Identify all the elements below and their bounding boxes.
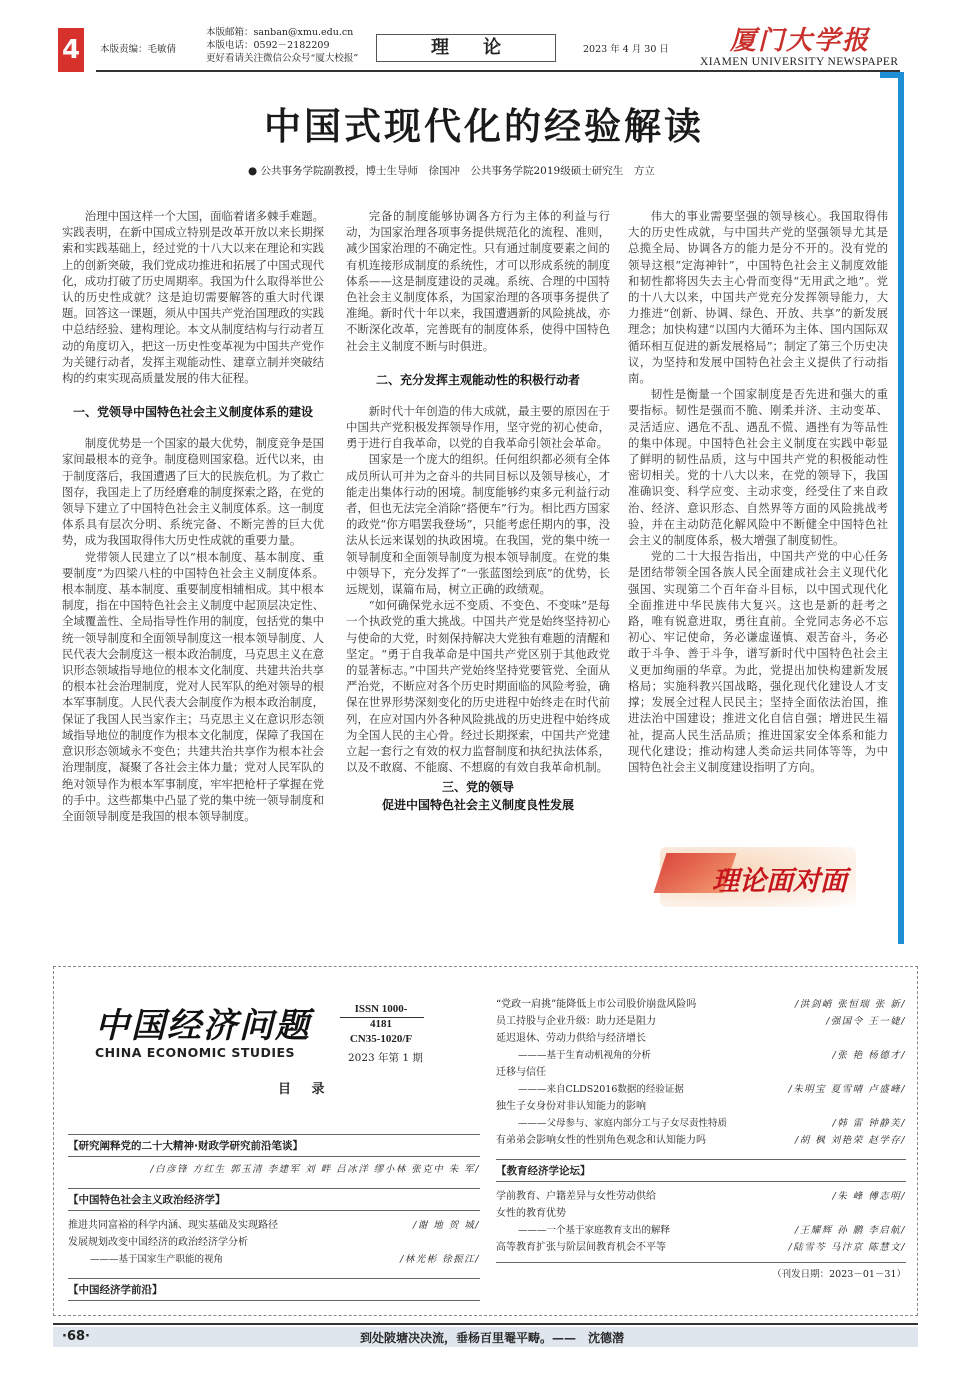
toc-entry[interactable] [496,1098,906,1115]
toc-entry[interactable] [496,1205,906,1222]
toc-entry-authors: /洪剑峭 张恒瑞 张 新/ [795,999,906,1010]
toc-entry-title: 推进共同富裕的科学内涵、现实基础及实现路径 [68,1220,278,1231]
page-number-badge: 4 [58,28,84,72]
article-column-2 [346,208,610,814]
toc-entry[interactable] [68,1251,480,1268]
toc-entry-title: ———父母参与、家庭内部分工与子女尽责性特质 [518,1118,728,1129]
paragraph: 国家是一个庞大的组织。任何组织都必须有全体成员所认可并为之奋斗的共同目标以及领导核心，才能走出集体行动的困境。制度能够约束多元利益行动者，但也无法完全消除“搭便车”行为。相比西方国家的政党“你方唱罢我登场”，只能考虑任期内的事，没法从长远来谋划的执政困境。在我国，党的集中统一领导制度和全面领导制度为根本领导制度。在党的集中领导下，充分发挥了“一张蓝图绘到底”的优势，长远规划，谋篇布局，树立正确的政绩观。 [346,452,610,597]
paragraph: “如何确保党永远不变质、不变色、不变味”是每一个执政党的重大挑战。中国共产党是始终坚持初心与使命的大党，时刻保持解决大党独有难题的清醒和坚定。“勇于自我革命是中国共产党区别于其他政党的显著标志。”中国共产党始终坚持党要管党、全面从严治党，不断应对各个历史时期面临的风险考验，确保在世界形势深刻变化的历史进程中始终走在时代前列，在应对国内外各种风险挑战的历史进程中始终成为全国人民的主心骨。经过长期探索，中国共产党建立起一套行之有效的权力监督制度和执纪执法体系，以及不敢腐、不能腐、不想腐的有效自我革命机制。 [346,598,610,775]
toc-entry-authors: /陆雪芩 马汴京 陈慧文/ [788,1242,906,1253]
toc-entry-title: 有弟弟会影响女性的性别角色观念和认知能力吗 [496,1135,706,1146]
section-heading-3-line1: 三、党的领导 [441,779,514,794]
toc-entry[interactable] [496,1064,906,1081]
paragraph: 新时代十年创造的伟大成就，最主要的原因在于中国共产党积极发挥领导作用，坚守党的初心使命，勇于进行自我革命，以党的自我革命引领社会革命。 [346,403,610,451]
toc-entry-authors: /朱明宝 夏雪晴 卢盛峰/ [788,1084,906,1095]
toc-entry-title: “党政一肩挑”能降低上市公司股价崩盘风险吗 [496,999,697,1010]
footer-page-label: ·68· [62,1329,90,1344]
toc-left [68,1134,480,1307]
toc-label: 目 录 [278,1082,333,1097]
toc-entry[interactable] [68,1217,480,1234]
theory-column-stamp [660,847,856,907]
toc-entry-title: ———基于生育动机视角的分析 [518,1050,652,1061]
wechat-note: 更好看请关注微信公众号“厦大校报” [206,53,359,64]
issn-divider [340,1017,424,1018]
toc-entry[interactable] [496,1132,906,1149]
paragraph: 党的二十大报告指出，中国共产党的中心任务是团结带领全国各族人民全面建成社会主义现代化强国、实现第二个百年奋斗目标，以中国式现代化全面推进中华民族伟大复兴。这也是新的赶考之路，唯有锐意进取，勇往直前。全党同志务必不忘初心、牢记使命，务必谦虚谨慎、艰苦奋斗，务必敢于斗争、善于斗争，谱写新时代中国特色社会主义更加绚丽的华章。为此，党提出加快构建新发展格局；实施科教兴国战略，强化现代化建设人才支撑；发展全过程人民民主；坚持全面依法治国，推进法治中国建设；推进文化自信自强；增进民生福祉，提高人民生活品质；推进国家安全体系和能力现代化建设；推动构建人类命运共同体等等，为中国特色社会主义制度建设指明了方向。 [628,549,888,774]
toc-entry-authors: /强国令 王一婕/ [826,1016,906,1027]
toc-entry-title: 独生子女身份对非认知能力的影响 [496,1101,646,1112]
side-accent-bar [898,72,904,944]
toc-entry-title: 学前教育、户籍差异与女性劳动供给 [496,1191,656,1202]
header-rule [96,70,900,72]
issn-block [346,1002,416,1047]
toc-entry[interactable] [496,1047,906,1064]
toc-section-heading: 【中国特色社会主义政治经济学】 [68,1188,480,1211]
intro-paragraph: 治理中国这样一个大国，面临着诸多棘手难题。实践表明，在新中国成立特别是改革开放以来长期探索和实践基础上，经过党的十八大以来在理论和实践上的创新突破，我们党成功推进和拓展了中国式现代化，成功打破了历史周期率。我国为什么取得举世公认的历史性成就？这是迫切需要解答的重大时代课题。回答这一课题，须从中国共产党治国理政的实践中总结经验、建构理论。本文从制度结构与行动者互动的角度切入，把这一历史性变革视为中国共产党作为关键行动者，发挥主观能动性、建章立制并突破结构的约束实现高质量发展的伟大征程。 [62,209,325,386]
editor-label: 本版责编：毛敏倩 [100,44,177,55]
toc-entry-title: 延迟退休、劳动力供给与经济增长 [496,1033,646,1044]
phone: 本版电话：0592－2182209 [206,40,330,51]
paragraph: 制度优势是一个国家的最大优势，制度竞争是国家间最根本的竞争。制度稳则国家稳。近代以来，由于制度落后，我国遭遇了巨大的民族危机。为了救亡图存，我国走上了历经磨难的制度探索之路，在党的领导下建立了中国特色社会主义制度体系。这一制度体系具有层次分明、系统完备、不断完善的巨大优势，成为我国取得伟大历史性成就的重要力量。 [62,436,325,548]
toc-entry-authors: /林光彬 徐振江/ [400,1254,480,1265]
toc-entry-authors: /胡 枫 刘艳荣 赵学存/ [795,1135,906,1146]
toc-section-heading: 【研究阐释党的二十大精神·财政学研究前沿笔谈】 [68,1134,480,1157]
toc-entry-title: 女性的教育优势 [496,1208,566,1219]
article-title: 中国式现代化的经验解读 [264,104,704,148]
toc-entry-title: 高等教育扩张与阶层间教育机会不平等 [496,1242,666,1253]
toc-entry[interactable] [496,1239,906,1256]
article-byline: ● 公共事务学院副教授，博士生导师 徐国冲 公共事务学院2019级硕士研究生 方立 [248,165,655,177]
contact-info [206,26,358,65]
toc-entry[interactable] [68,1234,480,1251]
footer-quote: 到处陂塘决决流，垂杨百里罨平畴。—— 沈德潜 [360,1331,625,1345]
paragraph: 党带领人民建立了以“根本制度、基本制度、重要制度”为四梁八柱的中国特色社会主义制度体系。根本制度、基本制度、重要制度相辅相成。其中根本制度，指在中国特色社会主义制度中起顶层决定性、全域覆盖性、全局指导性作用的制度，包括党的集中统一领导制度和全面领导制度这一根本领导制度、人民代表大会制度这一根本政治制度，马克思主义在意识形态领域指导地位的根本文化制度、共建共治共享的根本社会治理制度，党对人民军队的绝对领导的根本军事制度。人民代表大会制度作为根本政治制度，保证了我国人民当家作主；马克思主义在意识形态领域指导地位的制度作为根本文化制度，保障了我国在意识形态领域永不变色；共建共治共享作为根本社会治理制度，凝聚了各社会主体力量；党对人民军队的绝对领导作为根本军事制度，牢牢把枪杆子掌握在党的手中。这些都集中凸显了党的集中统一领导制度和全面领导制度是我国的根本领导制度。 [62,549,324,823]
footer-rule [53,1323,918,1325]
section-heading-3-line2: 促进中国特色社会主义制度良性发展 [381,797,574,812]
toc-entry[interactable] [496,1222,906,1239]
paragraph: 伟大的事业需要坚强的领导核心。我国取得伟大的历史性成就，与中国共产党的坚强领导尤其是总揽全局、协调各方的能力是分不开的。没有党的领导这根“定海神针”，中国特色社会主义制度效能和韧性都将因失去主心骨而变得“无用武之地”。党的十八大以来，中国共产党充分发挥领导能力，大力推进“创新、协调、绿色、开放、共享”的新发展理念；加快构建“以国内大循环为主体、国内国际双循环相互促进的新发展格局”；制定了第三个历史决议，为坚持和发展中国特色社会主义提供了行动指南。 [628,209,888,386]
toc-entry-authors: /王耀辉 孙 鹏 李启航/ [795,1225,906,1236]
toc-entry-authors: /张 艳 杨德才/ [832,1050,906,1061]
journal-logo: 中国经济问题 [95,1006,311,1046]
paragraph: 完备的制度能够协调各方行为主体的利益与行动，为国家治理各项事务提供规范化的流程、准则，减少国家治理的不确定性。只有通过制度要素之间的有机连接形成制度的系统性，才可以形成系统的制度体系——这是制度建设的灵魂。系统、合理的中国特色社会主义制度体系，为国家治理的各项事务提供了准绳。新时代十年以来，我国遭遇新的风险挑战，亦不断深化改革，完善既有的制度体系，使得中国特色社会主义制度不断与时俱进。 [346,209,610,353]
section-heading-1: 一、党领导中国特色社会主义制度体系的建设 [72,405,313,420]
toc-right [496,996,906,1280]
toc-entry[interactable] [496,1188,906,1205]
issn: ISSN 1000-4181 [354,1003,408,1030]
journal-name-en: CHINA ECONOMIC STUDIES [95,1045,296,1060]
email: 本版邮箱：sanban@xmu.edu.cn [206,27,354,38]
toc-entry[interactable] [496,1115,906,1132]
cn-number: CN35-1020/F [349,1033,413,1045]
section-heading-2: 二、充分发挥主观能动性的积极行动者 [375,372,580,387]
toc-entry-title: 迁移与信任 [496,1067,546,1078]
toc-entry-title: ———一个基于家庭教育支出的解释 [518,1225,671,1236]
toc-entry[interactable] [496,1030,906,1047]
toc-entry-title: 发展规划改变中国经济的政治经济学分析 [68,1237,248,1248]
toc-entry-title: 员工持股与企业升级：助力还是阻力 [496,1016,656,1027]
toc-entry[interactable] [496,996,906,1013]
article-column-3 [628,208,888,775]
article-column-1 [62,208,324,824]
toc-entry-authors: /谢 地 贺 城/ [413,1220,480,1231]
stamp-text: 理论面对面 [712,866,847,897]
newspaper-name-en: XIAMEN UNIVERSITY NEWSPAPER [700,56,899,68]
toc-section-heading: 【中国经济学前沿】 [68,1278,480,1301]
side-accent-cap [880,72,904,78]
toc-entry[interactable] [496,1081,906,1098]
issue-date: 2023 年 4 月 30 日 [583,44,669,55]
toc-entry-authors: /朱 峰 傅志明/ [832,1191,906,1202]
toc-entry-title: ———基于国家生产职能的视角 [90,1254,224,1265]
section-label: 理论 [376,34,556,62]
toc-section-heading: 【教育经济学论坛】 [496,1159,906,1182]
publish-date: （刊发日期：2023－01－31） [496,1262,906,1280]
journal-issue: 2023 年第 1 期 [348,1052,423,1064]
toc-entry[interactable] [68,1161,480,1178]
toc-entry-authors: /白彦锋 方红生 郭玉清 李建军 刘 畔 吕冰洋 缪小林 张克中 朱 军/ [150,1164,480,1175]
paragraph: 韧性是衡量一个国家制度是否先进和强大的重要指标。韧性是强而不脆、刚柔并济、主动变革、灵活适应、遇危不乱、遇乱不慌、遇挫有为等品性的集中体现。中国特色社会主义制度在实践中彰显了鲜明的韧性品质，这与中国共产党的积极能动性密切相关。党的十八大以来，在党的领导下，我国准确识变、科学应变、主动求变，经受住了来自政治、经济、意识形态、自然界等方面的风险挑战考验，并在主动防范化解风险中不断健全中国特色社会主义的制度体系，极大增强了制度韧性。 [628,387,888,548]
newspaper-logo: 厦门大学报 [730,26,871,56]
toc-entry[interactable] [496,1013,906,1030]
toc-entry-title: ———来自CLDS2016数据的经验证据 [518,1084,684,1095]
toc-entry-authors: /韩 雷 钟静芙/ [832,1118,906,1129]
section-heading-3 [346,778,610,814]
